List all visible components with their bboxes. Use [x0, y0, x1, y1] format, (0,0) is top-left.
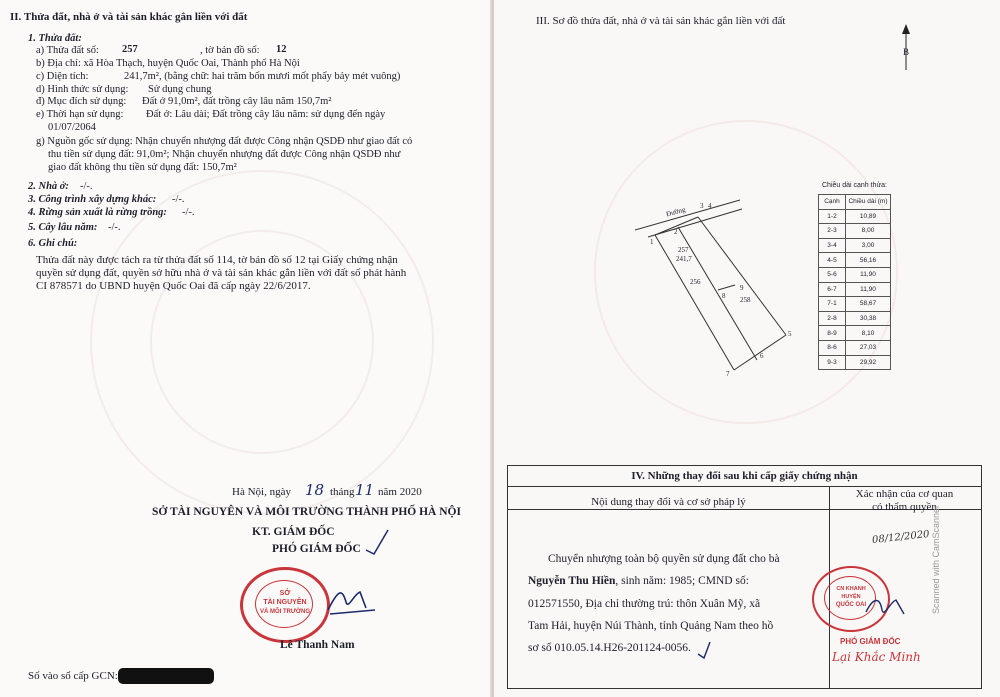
- table-row: [819, 224, 891, 239]
- table-row: [819, 340, 891, 355]
- map-sheet-label: , tờ bản đồ số:: [200, 45, 260, 56]
- area-label: c) Diện tích:: [36, 71, 89, 82]
- table-row: [819, 311, 891, 326]
- parcel-number-value: 257: [122, 44, 138, 55]
- parcel-number-label: a) Thửa đất số:: [36, 45, 99, 56]
- map-road-label: Đường: [665, 205, 687, 219]
- stamp2-line-1: CN KHANH: [836, 586, 866, 592]
- official-stamp: [240, 567, 330, 643]
- table-row: [819, 282, 891, 297]
- header-length: Chiều dài (m): [846, 195, 891, 210]
- note-line-2: quyền sử dụng đất, quyền sở hữu nhà ở và tài sản khác gắn liền với đất số phát hành: [36, 267, 407, 279]
- edge-length: 30,38: [846, 311, 891, 326]
- map-point-7: 7: [726, 370, 730, 378]
- confirm-column-header-2: có thẩm quyền: [872, 501, 937, 513]
- edge-id: 2-3: [819, 224, 846, 239]
- term-date: 01/07/2064: [48, 122, 96, 133]
- edge-id: 1-2: [819, 209, 846, 224]
- table-row: [819, 253, 891, 268]
- initial-mark: [362, 528, 392, 556]
- perennial-value: -/-.: [108, 222, 121, 233]
- confirm-title: PHÓ GIÁM ĐỐC: [840, 637, 901, 646]
- map-point-3: 3: [700, 202, 704, 210]
- origin-line-1: g) Nguồn gốc sử dụng: Nhận chuyển nhượng đất được Công nhận QSDĐ như giao đất có: [36, 136, 413, 147]
- origin-line-2: thu tiền sử dụng đất: 91,0m²; Nhận chuyển nhượng đất được Công nhận QSDĐ như: [48, 149, 401, 160]
- house-label: 2. Nhà ở:: [28, 181, 69, 192]
- initial-mark-right: [696, 640, 712, 660]
- scanner-watermark: Scanned with CamScanner: [931, 504, 941, 614]
- map-point-6: 6: [760, 352, 764, 360]
- land-parcel-title: 1. Thửa đất:: [28, 33, 82, 44]
- change-line-2: [528, 571, 749, 591]
- issue-month: 11: [355, 481, 375, 499]
- edge-length: 11,90: [846, 282, 891, 297]
- map-point-1: 1: [650, 238, 654, 246]
- origin-line-3: giao đất không thu tiền sử dụng đất: 150,7m²: [48, 162, 237, 173]
- content-column-header: Nội dung thay đổi và cơ sở pháp lý: [591, 496, 746, 508]
- perennial-label: 5. Cây lâu năm:: [28, 222, 98, 233]
- buyer-details: , sinh năm: 1985; CMND số:: [615, 575, 749, 587]
- term-label: e) Thời hạn sử dụng:: [36, 109, 124, 120]
- confirm-name: Lại Khắc Minh: [832, 650, 921, 664]
- parcel-sketch: [630, 195, 810, 385]
- edge-id: 8-6: [819, 340, 846, 355]
- map-area-label: 241,7: [676, 255, 692, 263]
- section-ii-heading: II. Thửa đất, nhà ở và tài sản khác gắn liền với đất: [10, 11, 248, 23]
- signer-name: Lê Thanh Nam: [280, 639, 355, 651]
- issue-day: 18: [305, 481, 325, 499]
- register-label: Số vào sổ cấp GCN:: [28, 670, 118, 682]
- confirm-column-header-1: Xác nhận của cơ quan: [855, 488, 954, 500]
- map-left-parcel: 256: [690, 278, 701, 286]
- edge-length: 58,67: [846, 297, 891, 312]
- change-line-3: 012571550, Địa chỉ thường trú: thôn Xuân Mỹ, xã: [528, 598, 761, 610]
- edge-id: 4-5: [819, 253, 846, 268]
- redaction-mark: [118, 668, 214, 684]
- change-line-1: Chuyển nhượng toàn bộ quyền sử dụng đất cho bà: [548, 553, 780, 565]
- edge-id: 9-3: [819, 355, 846, 370]
- edge-length: 56,16: [846, 253, 891, 268]
- usage-form-value: Sử dụng chung: [148, 84, 212, 95]
- forest-label: 4. Rừng sản xuất là rừng trồng:: [28, 207, 167, 218]
- notes-label: 6. Ghi chú:: [28, 238, 78, 249]
- map-parcel-label: 257: [678, 246, 689, 254]
- edge-length: 8,10: [846, 326, 891, 341]
- house-value: -/-.: [80, 181, 93, 192]
- usage-form-label: d) Hình thức sử dụng:: [36, 84, 129, 95]
- note-line-1: Thửa đất này được tách ra từ thửa đất số 114, tờ bản đồ số 12 tại Giấy chứng nhận: [36, 254, 398, 266]
- edge-length: 29,92: [846, 355, 891, 370]
- map-point-8: 8: [722, 292, 726, 300]
- table-row: [819, 238, 891, 253]
- change-line-5: sơ số 010.05.14.H26-201124-0056.: [528, 642, 691, 654]
- map-point-2: 2: [674, 228, 678, 236]
- changes-header: [508, 466, 981, 487]
- stamp-line-3: VÀ MÔI TRƯỜNG: [259, 609, 311, 615]
- map-sheet-value: 12: [276, 44, 287, 55]
- table-row: [819, 267, 891, 282]
- edge-id: 6-7: [819, 282, 846, 297]
- handwritten-date: 08/12/2020: [871, 529, 931, 546]
- map-right-parcel: 258: [740, 296, 751, 304]
- stamp2-line-2: HUYỆN: [841, 594, 861, 600]
- table-header-row: [819, 195, 891, 210]
- edge-id: 5-6: [819, 267, 846, 282]
- kt-director: KT. GIÁM ĐỐC: [252, 526, 335, 538]
- edge-id: 3-4: [819, 238, 846, 253]
- table-row: [819, 209, 891, 224]
- table-row: [819, 355, 891, 370]
- issue-year: năm 2020: [378, 486, 422, 498]
- purpose-label: đ) Mục đích sử dụng:: [36, 96, 127, 107]
- edge-table-title: Chiều dài cạnh thửa:: [822, 182, 888, 189]
- buyer-name: Nguyễn Thu Hiền: [528, 575, 616, 587]
- issuing-org: SỞ TÀI NGUYÊN VÀ MÔI TRƯỜNG THÀNH PHỐ HÀ NỘI: [152, 506, 461, 518]
- signature-left: [320, 580, 380, 620]
- stamp-line-1: SỞ: [279, 590, 291, 597]
- note-line-3: CI 878571 do UBND huyện Quốc Oai đã cấp ngày 22/6/2017.: [36, 280, 311, 292]
- table-row: [819, 326, 891, 341]
- stamp2-line-3: QUỐC OAI: [835, 602, 867, 608]
- forest-value: -/-.: [182, 207, 195, 218]
- edge-length-table: [818, 194, 891, 370]
- table-row: [819, 297, 891, 312]
- edge-length: 3,00: [846, 238, 891, 253]
- stamp-line-2: TÀI NGUYÊN: [263, 599, 307, 606]
- deputy-director: PHÓ GIÁM ĐỐC: [272, 543, 361, 555]
- edge-length: 8,00: [846, 224, 891, 239]
- changes-title: IV. Những thay đổi sau khi cấp giấy chứng nhận: [631, 470, 858, 482]
- section-iii-heading: III. Sơ đồ thửa đất, nhà ở và tài sản khác gắn liền với đất: [536, 15, 786, 27]
- map-point-5: 5: [788, 330, 792, 338]
- area-value: 241,7m², (bằng chữ: hai trăm bốn mươi mốt phẩy bảy mét vuông): [124, 71, 401, 82]
- edge-id: 8-9: [819, 326, 846, 341]
- north-label: B: [903, 47, 910, 57]
- signature-right: [860, 592, 910, 622]
- issue-place: Hà Nội, ngày: [232, 486, 291, 498]
- term-value: Đất ở: Lâu dài; Đất trồng cây lâu năm: sử dụng đến ngày: [146, 109, 386, 120]
- purpose-value: Đất ở 91,0m², đất trồng cây lâu năm 150,7m²: [142, 96, 332, 107]
- edge-length: 27,03: [846, 340, 891, 355]
- edge-id: 7-1: [819, 297, 846, 312]
- map-point-4: 4: [708, 202, 712, 210]
- edge-length: 11,90: [846, 267, 891, 282]
- address-row: b) Địa chỉ: xã Hòa Thạch, huyện Quốc Oai, Thành phố Hà Nội: [36, 58, 300, 69]
- edge-length: 10,89: [846, 209, 891, 224]
- map-point-9: 9: [740, 284, 744, 292]
- issue-month-label: tháng: [330, 486, 355, 498]
- change-line-4: Tam Hải, huyện Núi Thành, tỉnh Quảng Nam theo hồ: [528, 620, 774, 632]
- edge-id: 2-8: [819, 311, 846, 326]
- other-construction-label: 3. Công trình xây dựng khác:: [28, 194, 157, 205]
- header-edge: Cạnh: [819, 195, 846, 210]
- other-construction-value: -/-.: [172, 194, 185, 205]
